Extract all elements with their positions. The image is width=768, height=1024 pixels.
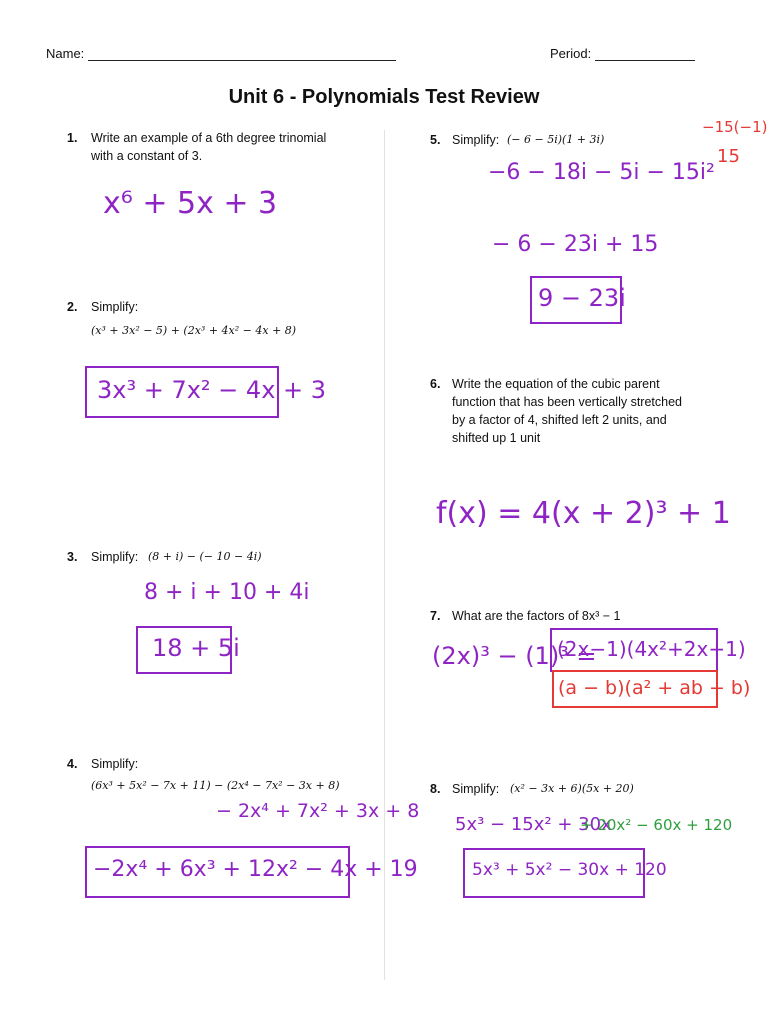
q7-answer: (2x−1)(4x²+2x+1) xyxy=(557,637,746,661)
q1-prompt xyxy=(91,129,371,165)
period-field xyxy=(550,46,695,61)
q1-prompt-line2: with a constant of 3. xyxy=(91,149,203,163)
q7-formula: (a − b)(a² + ab + b) xyxy=(558,677,751,699)
name-field xyxy=(46,46,396,61)
q8-work-a: 5x³ − 15x² + 30x xyxy=(455,814,612,835)
q6-prompt-line1: Write the equation of the cubic parent xyxy=(452,377,660,391)
q5-expression: (− 6 − 5i)(1 + 3i) xyxy=(507,133,605,146)
q3-answer: 18 + 5i xyxy=(152,634,240,662)
q8-work-b: + 20x² − 60x + 120 xyxy=(580,816,733,834)
q6-prompt-line3: by a factor of 4, shifted left 2 units, and xyxy=(452,413,667,427)
q1-answer: x⁶ + 5x + 3 xyxy=(103,186,278,221)
q2-number: 2. xyxy=(67,300,78,314)
q2-prompt: Simplify: xyxy=(91,300,139,314)
q5-number: 5. xyxy=(430,133,441,147)
q6-prompt xyxy=(452,375,742,447)
q6-answer: f(x) = 4(x + 2)³ + 1 xyxy=(436,496,731,531)
q3-number: 3. xyxy=(67,550,78,564)
q4-answer: −2x⁴ + 6x³ + 12x² − 4x + 19 xyxy=(93,857,418,882)
q6-prompt-line2: function that has been vertically stretched xyxy=(452,395,682,409)
q3-prompt: Simplify: xyxy=(91,550,139,564)
q6-number: 6. xyxy=(430,377,441,391)
q1-prompt-line1: Write an example of a 6th degree trinomial xyxy=(91,131,327,145)
name-label: Name: xyxy=(46,46,85,61)
q8-expression: (x² − 3x + 6)(5x + 20) xyxy=(510,782,634,795)
q3-work: 8 + i + 10 + 4i xyxy=(144,580,310,605)
q1-number: 1. xyxy=(67,131,78,145)
q5-answer: 9 − 23i xyxy=(538,284,626,312)
page-title: Unit 6 - Polynomials Test Review xyxy=(228,86,540,108)
q5-work-1: −6 − 18i − 5i − 15i² xyxy=(488,160,715,185)
q3-expression: (8 + i) − (− 10 − 4i) xyxy=(148,550,262,563)
q4-prompt: Simplify: xyxy=(91,757,139,771)
name-blank xyxy=(88,48,396,61)
q8-answer: 5x³ + 5x² − 30x + 120 xyxy=(472,860,667,880)
q6-prompt-line4: shifted up 1 unit xyxy=(452,431,541,445)
q2-answer: 3x³ + 7x² − 4x + 3 xyxy=(97,376,327,404)
column-divider xyxy=(384,130,385,980)
q4-expression: (6x³ + 5x² − 7x + 11) − (2x⁴ − 7x² − 3x + 8) xyxy=(91,779,340,792)
q5-note-2: 15 xyxy=(717,146,740,167)
q7-prompt: What are the factors of 8x³ − 1 xyxy=(452,609,621,623)
q4-number: 4. xyxy=(67,757,78,771)
q5-note-1: −15(−1) xyxy=(702,118,768,136)
period-blank xyxy=(595,48,695,61)
q4-work: − 2x⁴ + 7x² + 3x + 8 xyxy=(216,800,420,822)
q5-work-2: − 6 − 23i + 15 xyxy=(492,232,659,257)
q7-work: (2x)³ − (1)³ = xyxy=(432,642,597,670)
period-label: Period: xyxy=(550,46,592,61)
q2-expression: (x³ + 3x² − 5) + (2x³ + 4x² − 4x + 8) xyxy=(91,324,297,337)
q8-prompt: Simplify: xyxy=(452,782,500,796)
q8-number: 8. xyxy=(430,782,441,796)
q5-prompt: Simplify: xyxy=(452,133,500,147)
q7-number: 7. xyxy=(430,609,441,623)
